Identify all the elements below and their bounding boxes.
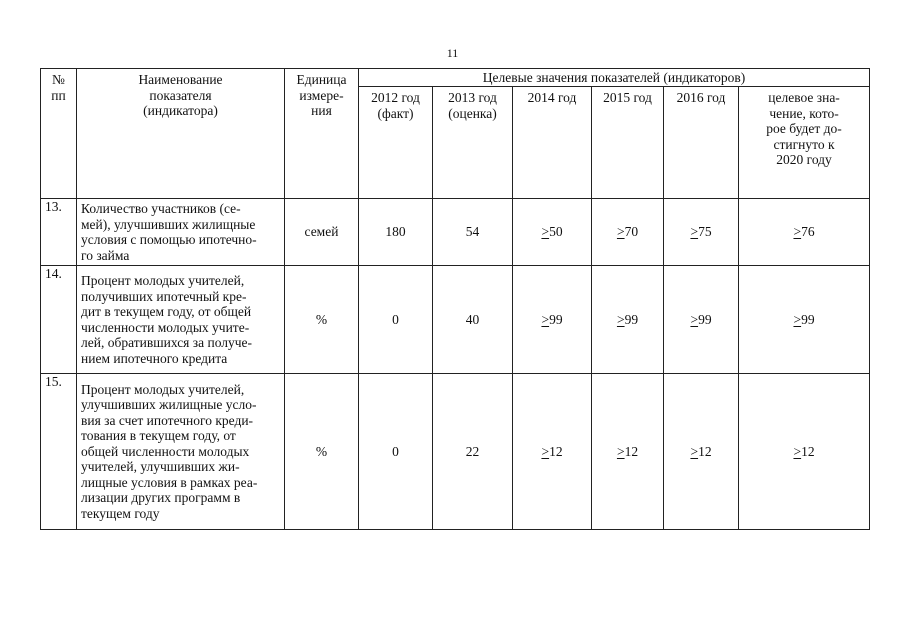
ge-sign: > [690,443,699,459]
value-text: 0 [392,443,399,459]
indicator-name-line: тования в текущем году, от [81,428,236,444]
value-text: 0 [392,311,399,327]
value-text: 99 [698,311,712,327]
ge-sign: > [793,443,802,459]
ge-sign: > [690,224,699,240]
row-number: 13. [41,199,77,266]
header-row-top [41,69,870,87]
header-year-2013 [433,87,513,199]
table-row [41,199,870,266]
row-number: 14. [41,266,77,374]
ge-sign: > [793,224,802,240]
table-row [41,374,870,530]
ge-sign: > [616,224,625,240]
value-text: 12 [698,443,712,459]
value-2016 [664,374,739,530]
ge-sign: > [690,311,699,327]
header-year-line: (факт) [377,105,414,121]
header-unit-line: измере- [299,87,344,103]
value-2015 [592,374,664,530]
indicator-name-line: условия с помощью ипотечно- [81,232,257,247]
value-text: 75 [698,224,712,240]
header-unit [285,69,359,199]
value-2012 [359,374,433,530]
value-2014 [513,199,592,266]
header-name-line: Наименование [138,72,223,87]
header-year-2016 [664,87,739,199]
header-year-2012 [359,87,433,199]
indicator-name-line: численности молодых учите- [81,319,250,335]
value-2013 [433,266,513,374]
indicator-name-line: нием ипотечного кредита [81,350,228,366]
header-year-line: (оценка) [448,105,497,121]
ge-sign: > [616,311,625,327]
value-text: 40 [465,311,480,327]
header-year-line: 2014 год [527,90,577,105]
header-year-line: 2012 год [371,90,420,105]
ge-sign: > [541,224,550,240]
indicator-name-line: лищные условия в рамках реа- [81,474,258,490]
indicator-name-line: дит в текущем году, от общей [81,304,252,319]
header-year-line: 2020 году [776,152,832,167]
header-unit-line: ния [311,103,332,118]
value-text: 70 [624,224,639,240]
value-2013 [433,374,513,530]
value-text: 99 [549,311,563,327]
indicator-name-line: лей, обратившихся за получе- [81,335,253,350]
indicator-name-line: текущем году [81,505,160,521]
indicator-name [77,374,285,530]
indicator-name-line: мей), улучшивших жилищные [81,216,256,232]
indicator-name-line: получивших ипотечный кре- [81,288,247,304]
header-name [77,69,285,199]
value-text: 99 [801,311,815,327]
value-2012 [359,199,433,266]
indicator-name-line: улучшивших жилищные усло- [81,397,257,413]
value-2020 [739,266,870,374]
table-row [41,266,870,374]
value-2020 [739,374,870,530]
header-year-2014 [513,87,592,199]
header-year-line: рое будет до- [766,121,842,136]
indicator-name-line: вия за счет ипотечного креди- [81,412,254,428]
header-num-line: пп [51,87,66,103]
value-2012 [359,266,433,374]
unit-cell: % [285,266,359,374]
header-year-line: целевое зна- [768,90,840,105]
value-2014 [513,266,592,374]
header-year-line: 2013 год [448,90,497,105]
value-2014 [513,374,592,530]
value-2015 [592,266,664,374]
header-target-values: Целевые значения показателей (индикаторов) [359,69,870,87]
value-2013 [433,199,513,266]
value-text: 12 [549,443,563,459]
value-text: 99 [624,311,639,327]
indicator-name-line: Количество участников (се- [81,201,241,216]
header-year-line: 2016 год [676,90,726,105]
header-year-line: стигнуто к [773,136,835,152]
indicator-name-line: лизации других программ в [81,490,241,506]
ge-sign: > [793,311,802,327]
value-2016 [664,266,739,374]
header-year-line: чение, кото- [769,105,839,121]
header-name-line: (индикатора) [143,103,218,118]
value-text: 50 [549,224,563,240]
indicators-table [40,68,870,530]
header-year-2015 [592,87,664,199]
value-2016 [664,199,739,266]
unit-cell: семей [285,199,359,266]
indicator-name [77,266,285,374]
page-number: 11 [446,46,459,60]
row-number: 15. [41,374,77,530]
ge-sign: > [541,443,550,459]
header-unit-line: Единица [296,72,347,87]
ge-sign: > [616,443,625,459]
ge-sign: > [541,311,550,327]
indicator-name-line: го займа [81,247,130,263]
value-text: 22 [465,443,480,459]
indicator-name-line: Процент молодых учителей, [81,273,245,288]
indicator-name-line: учителей, улучшивших жи- [81,459,240,475]
value-text: 180 [385,224,406,240]
value-text: 12 [624,443,639,459]
value-text: 54 [465,224,480,240]
indicator-name [77,199,285,266]
header-target-2020 [739,87,870,199]
indicator-name-line: общей численности молодых [81,443,250,459]
value-text: 76 [801,224,815,240]
value-2020 [739,199,870,266]
value-text: 12 [801,443,815,459]
indicator-name-line: Процент молодых учителей, [81,381,245,397]
header-num-line: № [52,72,65,87]
unit-cell: % [285,374,359,530]
header-num [41,69,77,199]
header-name-line: показателя [149,87,212,103]
value-2015 [592,199,664,266]
header-year-line: 2015 год [603,90,652,105]
